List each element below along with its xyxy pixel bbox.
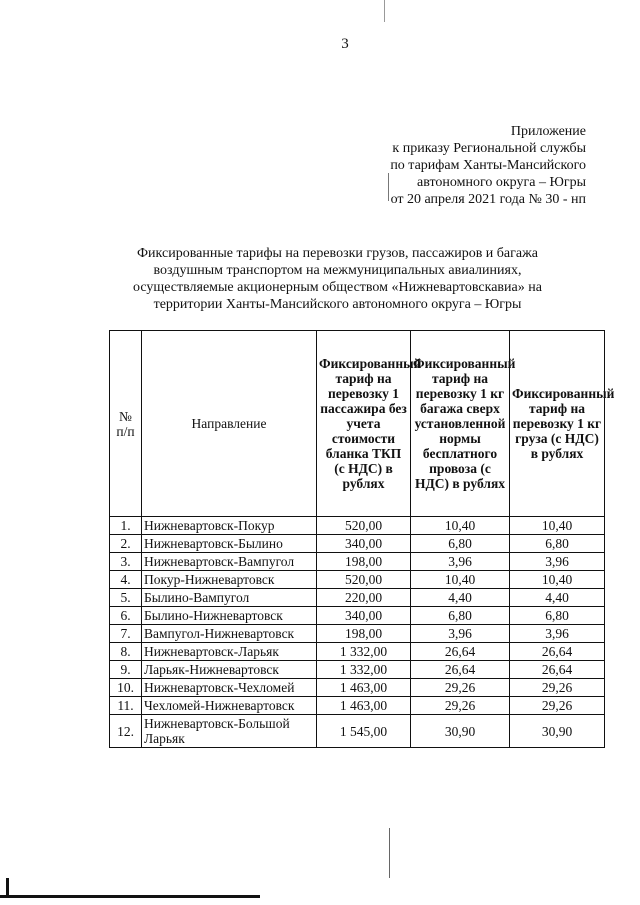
title-line: осуществляемые акционерным обществом «Нижневартовскавиа» на [133, 280, 542, 295]
table-row [110, 535, 605, 553]
baggage-fare: 30,90 [411, 715, 510, 748]
scan-artifact-line [384, 0, 385, 22]
row-number: 10. [110, 679, 142, 697]
row-number: 12. [110, 715, 142, 748]
route-name: Чехломей-Нижневартовск [142, 697, 317, 715]
route-name: Покур-Нижневартовск [142, 571, 317, 589]
cargo-fare: 3,96 [510, 625, 605, 643]
baggage-fare: 26,64 [411, 643, 510, 661]
cargo-fare: 26,64 [510, 661, 605, 679]
appendix-line: по тарифам Ханты-Мансийского [390, 158, 586, 173]
table-row [110, 697, 605, 715]
cargo-fare: 4,40 [510, 589, 605, 607]
table-row [110, 607, 605, 625]
cargo-fare: 10,40 [510, 517, 605, 535]
passenger-fare: 340,00 [317, 607, 411, 625]
header-cargo-fare: Фиксированный тариф на перевозку 1 кг груза (с НДС) в рублях [510, 331, 605, 517]
cargo-fare: 29,26 [510, 697, 605, 715]
route-name: Нижневартовск-Ларьяк [142, 643, 317, 661]
passenger-fare: 1 545,00 [317, 715, 411, 748]
appendix-line: Приложение [510, 124, 586, 139]
passenger-fare: 340,00 [317, 535, 411, 553]
passenger-fare: 1 463,00 [317, 697, 411, 715]
scan-artifact-mark [6, 878, 9, 896]
baggage-fare: 26,64 [411, 661, 510, 679]
route-name: Ларьяк-Нижневартовск [142, 661, 317, 679]
cargo-fare: 26,64 [510, 643, 605, 661]
passenger-fare: 220,00 [317, 589, 411, 607]
row-number: 4. [110, 571, 142, 589]
baggage-fare: 3,96 [411, 625, 510, 643]
row-number: 7. [110, 625, 142, 643]
baggage-fare: 6,80 [411, 607, 510, 625]
passenger-fare: 198,00 [317, 625, 411, 643]
baggage-fare: 29,26 [411, 679, 510, 697]
route-name: Былино-Вампугол [142, 589, 317, 607]
passenger-fare: 520,00 [317, 571, 411, 589]
row-number: 9. [110, 661, 142, 679]
route-name: Былино-Нижневартовск [142, 607, 317, 625]
table-row [110, 553, 605, 571]
cargo-fare: 29,26 [510, 679, 605, 697]
row-number: 1. [110, 517, 142, 535]
passenger-fare: 198,00 [317, 553, 411, 571]
appendix-block [390, 123, 586, 208]
table-row [110, 571, 605, 589]
table-row [110, 589, 605, 607]
page-number: 3 [341, 36, 349, 52]
table-body [110, 517, 605, 748]
table-row [110, 715, 605, 748]
scan-artifact-line [389, 828, 390, 878]
appendix-line: автономного округа – Югры [417, 175, 586, 190]
row-number: 2. [110, 535, 142, 553]
tariff-table [109, 330, 615, 748]
cargo-fare: 6,80 [510, 535, 605, 553]
baggage-fare: 4,40 [411, 589, 510, 607]
passenger-fare: 1 332,00 [317, 643, 411, 661]
baggage-fare: 10,40 [411, 571, 510, 589]
title-line: воздушным транспортом на межмуниципальных авиалиниях, [153, 263, 522, 278]
appendix-line: от 20 апреля 2021 года № 30 - нп [390, 192, 586, 207]
baggage-fare: 29,26 [411, 697, 510, 715]
route-name: Нижневартовск-Чехломей [142, 679, 317, 697]
row-number: 11. [110, 697, 142, 715]
passenger-fare: 1 332,00 [317, 661, 411, 679]
appendix-line: к приказу Региональной службы [392, 141, 586, 156]
baggage-fare: 6,80 [411, 535, 510, 553]
scan-artifact-line [388, 173, 389, 201]
title-line: территории Ханты-Мансийского автономного округа – Югры [153, 297, 522, 312]
table-header-row [110, 331, 605, 517]
table-row [110, 661, 605, 679]
route-name: Нижневартовск-Вампугол [142, 553, 317, 571]
passenger-fare: 1 463,00 [317, 679, 411, 697]
scan-artifact-rule [0, 895, 260, 898]
cargo-fare: 6,80 [510, 607, 605, 625]
table-row [110, 517, 605, 535]
header-baggage-fare: Фиксированный тариф на перевозку 1 кг багажа сверх установленной нормы бесплатного провоза (с НДС) в рублях [411, 331, 510, 517]
row-number: 8. [110, 643, 142, 661]
cargo-fare: 3,96 [510, 553, 605, 571]
table-row [110, 679, 605, 697]
cargo-fare: 30,90 [510, 715, 605, 748]
baggage-fare: 10,40 [411, 517, 510, 535]
header-passenger-fare: Фиксированный тариф на перевозку 1 пассажира без учета стоимости бланка ТКП (с НДС) в рублях [317, 331, 411, 517]
row-number: 3. [110, 553, 142, 571]
row-number: 6. [110, 607, 142, 625]
cargo-fare: 10,40 [510, 571, 605, 589]
title-line: Фиксированные тарифы на перевозки грузов, пассажиров и багажа [137, 246, 538, 261]
route-name: Вампугол-Нижневартовск [142, 625, 317, 643]
table-row [110, 625, 605, 643]
passenger-fare: 520,00 [317, 517, 411, 535]
table-row [110, 643, 605, 661]
route-name: Нижневартовск-Покур [142, 517, 317, 535]
route-name: Нижневартовск-Былино [142, 535, 317, 553]
header-num: № п/п [110, 331, 142, 517]
document-title [110, 245, 565, 313]
row-number: 5. [110, 589, 142, 607]
baggage-fare: 3,96 [411, 553, 510, 571]
header-direction: Направление [142, 331, 317, 517]
route-name: Нижневартовск-Большой Ларьяк [142, 715, 317, 748]
